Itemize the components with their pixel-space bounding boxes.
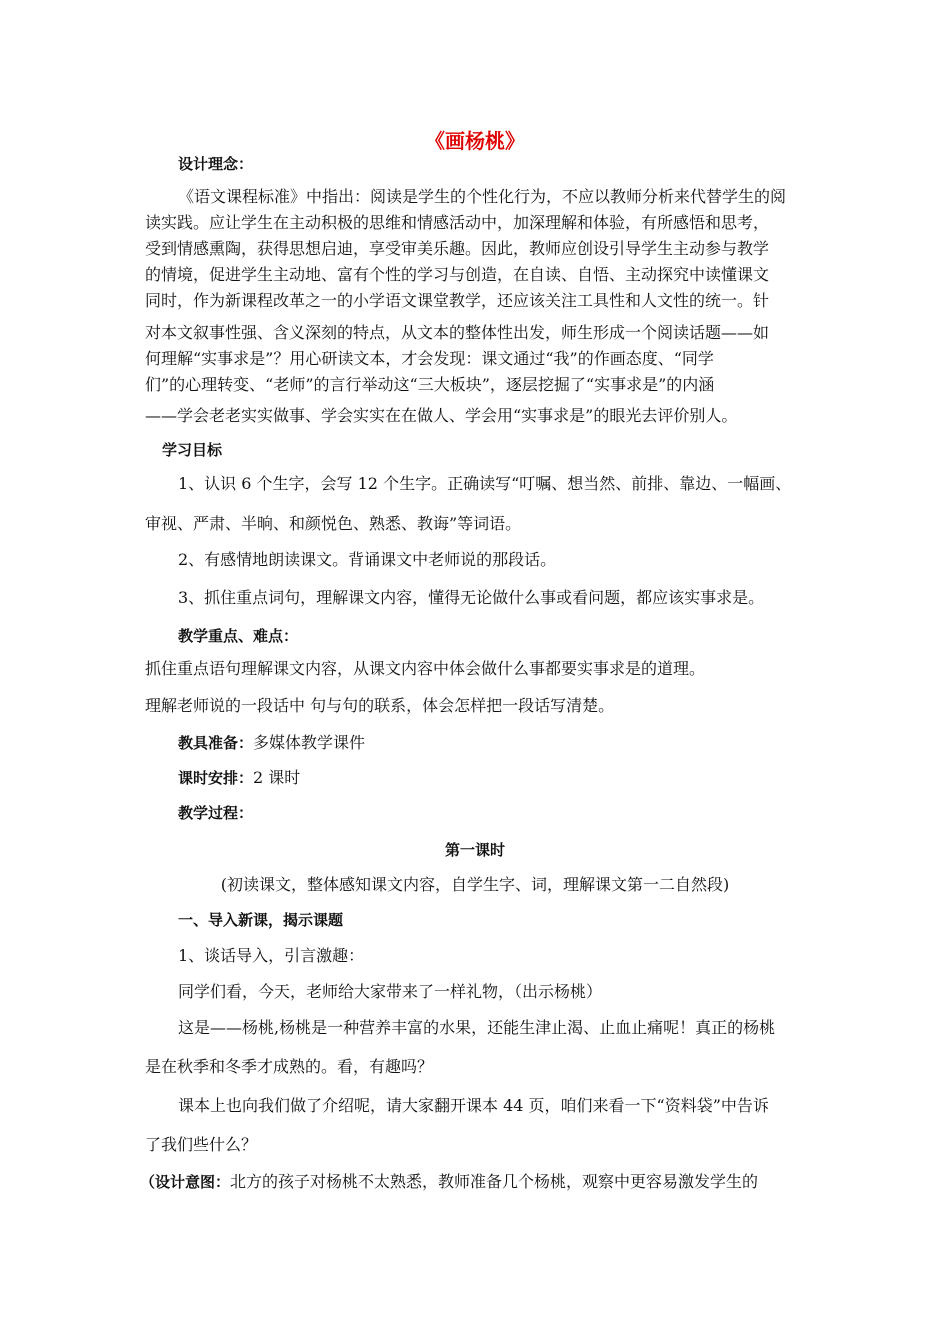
paragraph-line: 的情境，促进学生主动地、富有个性的学习与创造，在自读、自悟、主动探究中读懂课文: [145, 265, 770, 284]
process-line: 课本上也向我们做了介绍呢，请大家翻开课本 44 页，咱们来看一下“资料袋”中告诉: [178, 1096, 769, 1115]
process-line: 1、谈话导入，引言激趣：: [178, 946, 365, 965]
paragraph-line: 读实践。应让学生在主动积极的思维和情感活动中，加深理解和体验，有所感悟和思考，: [145, 213, 770, 232]
tools-value: 多媒体教学课件: [253, 733, 366, 752]
process-line: 这是——杨桃,杨桃是一种营养丰富的水果，还能生津止渴、止血止痛呢！真正的杨桃: [178, 1018, 776, 1037]
goal-item: 3、抓住重点词句，理解课文内容，懂得无论做什么事或看问题，都应该实事求是。: [178, 588, 765, 607]
goal-item: 1、认识 6 个生字，会写 12 个生字。正确读写“叮嘱、想当然、前排、靠边、一幅画、: [178, 474, 792, 493]
document-title: 《画杨桃》: [425, 129, 525, 153]
process-line: 是在秋季和冬季才成熟的。看，有趣吗？: [145, 1057, 434, 1076]
lesson-note: (初读课文，整体感知课文内容，自学生字、词，理解课文第一二自然段): [220, 875, 730, 894]
paragraph-line: 同时，作为新课程改革之一的小学语文课堂教学，还应该关注工具性和人文性的统一。针: [145, 291, 770, 310]
paragraph-line: 们”的心理转变、“老师”的言行举动这“三大板块”，逐层挖掘了“实事求是”的内涵: [145, 375, 715, 394]
key-point-line: 抓住重点语句理解课文内容，从课文内容中体会做什么事都要实事求是的道理。: [145, 659, 706, 678]
paragraph-line: 对本文叙事性强、含义深刻的特点，从文本的整体性出发，师生形成一个阅读话题——如: [145, 323, 770, 342]
process-heading: 教学过程：: [178, 804, 254, 822]
key-points-heading: 教学重点、难点：: [178, 627, 299, 645]
process-line: 了我们些什么？: [145, 1135, 258, 1154]
schedule-label: 课时安排：: [178, 769, 254, 787]
goals-heading: 学习目标: [162, 441, 223, 459]
lesson-title: 第一课时: [444, 841, 505, 859]
process-line: 同学们看，今天，老师给大家带来了一样礼物，（出示杨桃）: [178, 982, 603, 1001]
schedule-row: [178, 768, 300, 788]
design-concept-heading: 设计理念：: [178, 155, 254, 173]
goal-item-continued: 审视、严肃、半晌、和颜悦色、熟悉、教诲”等词语。: [145, 514, 522, 533]
paragraph-line: 何理解“实事求是”？用心研读文本，才会发现：课文通过“我”的作画态度、“同学: [145, 349, 714, 368]
design-intent-text: 北方的孩子对杨桃不太熟悉，教师准备几个杨桃，观察中更容易激发学生的: [230, 1172, 759, 1191]
schedule-value: 2 课时: [253, 768, 301, 787]
paragraph-line: ——学会老老实实做事、学会实实在在做人、学会用“实事求是”的眼光去评价别人。: [145, 406, 738, 425]
paragraph-line: 受到情感熏陶，获得思想启迪，享受审美乐趣。因此，教师应创设引导学生主动参与教学: [145, 239, 770, 258]
tools-row: [178, 733, 365, 753]
design-intent-label: （设计意图：: [140, 1173, 231, 1191]
goal-item: 2、有感情地朗读课文。背诵课文中老师说的那段话。: [178, 550, 557, 569]
paragraph-line: 《语文课程标准》中指出：阅读是学生的个性化行为，不应以教师分析来代替学生的阅: [178, 187, 787, 206]
key-point-line: 理解老师说的一段话中 句与句的联系，体会怎样把一段话写清楚。: [145, 696, 615, 715]
tools-label: 教具准备：: [178, 734, 254, 752]
section-heading: 一、导入新课，揭示课题: [178, 911, 344, 929]
design-intent-row: [140, 1172, 758, 1192]
